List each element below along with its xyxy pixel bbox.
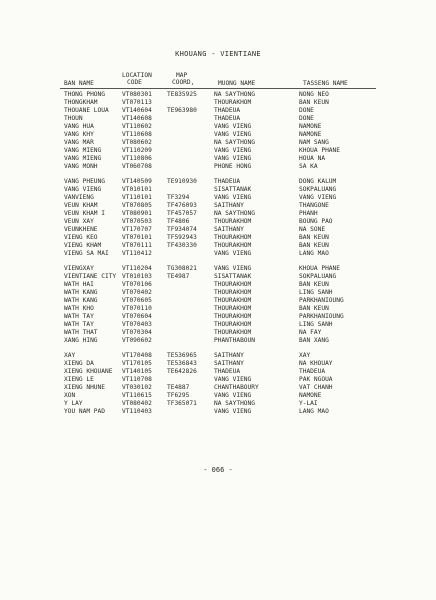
- table-row: [0, 392, 436, 400]
- muong-name-cell: THOURAKHOM: [214, 321, 252, 328]
- muong-name-cell: THADEUA: [214, 368, 241, 375]
- location-code-cell: VT110806: [122, 155, 152, 162]
- muong-name-cell: PHANTHABOUN: [214, 337, 255, 344]
- ban-name-cell: VANVIENG: [64, 194, 94, 201]
- map-coord-cell: TF365071: [167, 400, 197, 407]
- location-code-cell: VT110608: [122, 131, 152, 138]
- location-code-cell: VT070605: [122, 297, 152, 304]
- tasseng-name-cell: SA KA: [299, 163, 318, 170]
- location-code-cell: VT070106: [122, 281, 152, 288]
- map-coord-cell: TE642826: [167, 368, 197, 375]
- tasseng-name-cell: KHOUA PHANE: [299, 147, 340, 154]
- tasseng-name-cell: DONE: [299, 107, 314, 114]
- map-coord-cell: TE536965: [167, 352, 197, 359]
- map-coord-cell: TF4806: [167, 218, 190, 225]
- ban-name-cell: WATH KANG: [64, 297, 98, 304]
- table-row: [0, 352, 436, 360]
- table-row: [0, 107, 436, 115]
- location-code-cell: VT110209: [122, 147, 152, 154]
- tasseng-name-cell: NONG NEO: [299, 91, 329, 98]
- tasseng-name-cell: LING SANH: [299, 321, 333, 328]
- table-row: [0, 218, 436, 226]
- location-code-cell: VT110101: [122, 194, 152, 201]
- ban-name-cell: VIENG KHAM: [64, 242, 102, 249]
- muong-name-cell: NA SAYTHONG: [214, 139, 255, 146]
- location-code-cell: VT080301: [122, 91, 152, 98]
- muong-name-cell: NA SAYTHONG: [214, 210, 255, 217]
- muong-name-cell: THADEUA: [214, 107, 241, 114]
- table-row: [0, 408, 436, 416]
- location-code-cell: VT070604: [122, 313, 152, 320]
- tasseng-name-cell: BAN KEUN: [299, 99, 329, 106]
- table-row: [0, 273, 436, 281]
- header-map-coord-line2: COORD,: [172, 79, 195, 86]
- tasseng-name-cell: NA KHOUAY: [299, 360, 333, 367]
- map-coord-cell: TE963980: [167, 107, 197, 114]
- table-row: [0, 321, 436, 329]
- muong-name-cell: VANG VIENG: [214, 265, 252, 272]
- ban-name-cell: VANG VIENG: [64, 186, 102, 193]
- location-code-cell: VT170408: [122, 352, 152, 359]
- header-location-code-line1: LOCATION: [122, 72, 152, 79]
- ban-name-cell: THONG PHONG: [64, 91, 105, 98]
- table-row: [0, 297, 436, 305]
- tasseng-name-cell: XAY: [299, 352, 311, 359]
- table-row: [0, 202, 436, 210]
- table-row: [0, 115, 436, 123]
- map-coord-cell: TF934074: [167, 226, 197, 233]
- row-group: [0, 91, 436, 171]
- muong-name-cell: THOURAKHOM: [214, 305, 252, 312]
- header-muong-name: MUONG NAME: [218, 80, 256, 87]
- ban-name-cell: THOUANE LOUA: [64, 107, 109, 114]
- ban-name-cell: VIENTIANE CITY: [64, 273, 117, 280]
- ban-name-cell: XIENG KHOUANE: [64, 368, 113, 375]
- ban-name-cell: XAY: [64, 352, 76, 359]
- page-title: KHOUANG - VIENTIANE: [175, 50, 261, 58]
- tasseng-name-cell: BAN KEUN: [299, 242, 329, 249]
- tasseng-name-cell: VAT CHANH: [299, 384, 333, 391]
- muong-name-cell: VANG VIENG: [214, 131, 252, 138]
- tasseng-name-cell: BAN KEUN: [299, 281, 329, 288]
- location-code-cell: VT070101: [122, 234, 152, 241]
- table-row: [0, 147, 436, 155]
- ban-name-cell: VANG HUA: [64, 123, 94, 130]
- ban-name-cell: VEUN KHAM: [64, 202, 98, 209]
- ban-name-cell: XANG HING: [64, 337, 98, 344]
- location-code-cell: VT070113: [122, 99, 152, 106]
- tasseng-name-cell: LANG MAO: [299, 250, 329, 257]
- tasseng-name-cell: BAN KEUN: [299, 305, 329, 312]
- map-coord-cell: TF430330: [167, 242, 197, 249]
- table-row: [0, 210, 436, 218]
- location-code-cell: VT080602: [122, 139, 152, 146]
- tasseng-name-cell: PARKHANIOUNG: [299, 313, 344, 320]
- location-code-cell: VT110602: [122, 123, 152, 130]
- tasseng-name-cell: DONG KALUM: [299, 178, 337, 185]
- ban-name-cell: XON: [64, 392, 76, 399]
- table-row: [0, 226, 436, 234]
- ban-name-cell: YOU NAM PAD: [64, 408, 105, 415]
- tasseng-name-cell: Y-LAI: [299, 400, 318, 407]
- table-row: [0, 242, 436, 250]
- tasseng-name-cell: DONE: [299, 115, 314, 122]
- table-row: [0, 337, 436, 345]
- muong-name-cell: NA SAYTHONG: [214, 91, 255, 98]
- ban-name-cell: VANG MONH: [64, 163, 98, 170]
- table-row: [0, 329, 436, 337]
- location-code-cell: VT070805: [122, 202, 152, 209]
- ban-name-cell: VIENGXAY: [64, 265, 94, 272]
- tasseng-name-cell: PAK NGOUA: [299, 376, 333, 383]
- ban-name-cell: WATH TAY: [64, 321, 94, 328]
- location-code-cell: VT070111: [122, 242, 152, 249]
- muong-name-cell: SISATTANAK: [214, 186, 252, 193]
- ban-name-cell: WATH KHO: [64, 305, 94, 312]
- table-row: [0, 194, 436, 202]
- muong-name-cell: CHANTHABOURY: [214, 384, 259, 391]
- table-row: [0, 289, 436, 297]
- muong-name-cell: THOURAKHOM: [214, 234, 252, 241]
- table-row: [0, 131, 436, 139]
- map-coord-cell: TF457057: [167, 210, 197, 217]
- table-row: [0, 368, 436, 376]
- location-code-cell: VT010101: [122, 186, 152, 193]
- map-coord-cell: TE536843: [167, 360, 197, 367]
- tasseng-name-cell: NAMONE: [299, 131, 322, 138]
- location-code-cell: VT080402: [122, 400, 152, 407]
- tasseng-name-cell: PHANH: [299, 210, 318, 217]
- table-row: [0, 376, 436, 384]
- tasseng-name-cell: NA SONE: [299, 226, 326, 233]
- muong-name-cell: VANG VIENG: [214, 123, 252, 130]
- ban-name-cell: VIENG KEO: [64, 234, 98, 241]
- table-row: [0, 139, 436, 147]
- muong-name-cell: THOURAKHOM: [214, 297, 252, 304]
- muong-name-cell: VANG VIENG: [214, 155, 252, 162]
- muong-name-cell: VANG VIENG: [214, 250, 252, 257]
- location-code-cell: VT140608: [122, 115, 152, 122]
- location-code-cell: VT110615: [122, 392, 152, 399]
- location-code-cell: VT070403: [122, 321, 152, 328]
- location-code-cell: VT080901: [122, 210, 152, 217]
- location-code-cell: VT070110: [122, 305, 152, 312]
- header-ban-name: BAN NAME: [64, 80, 94, 87]
- ban-name-cell: WATH KANG: [64, 289, 98, 296]
- table-row: [0, 250, 436, 258]
- location-code-cell: VT070503: [122, 218, 152, 225]
- muong-name-cell: SAITHANY: [214, 360, 244, 367]
- table-row: [0, 163, 436, 171]
- table-row: [0, 234, 436, 242]
- tasseng-name-cell: KHOUA PHANE: [299, 265, 340, 272]
- table-row: [0, 91, 436, 99]
- table-row: [0, 265, 436, 273]
- ban-name-cell: WATH HAI: [64, 281, 94, 288]
- ban-name-cell: VIENG SA MAI: [64, 250, 109, 257]
- map-coord-cell: TF6295: [167, 392, 190, 399]
- muong-name-cell: SISATTANAK: [214, 273, 252, 280]
- map-coord-cell: TF3294: [167, 194, 190, 201]
- table-row: [0, 400, 436, 408]
- map-coord-cell: TE910930: [167, 178, 197, 185]
- table-row: [0, 123, 436, 131]
- location-code-cell: VT170105: [122, 360, 152, 367]
- ban-name-cell: THONGKHAM: [64, 99, 98, 106]
- ban-name-cell: XIENG LE: [64, 376, 94, 383]
- location-code-cell: VT030102: [122, 384, 152, 391]
- location-code-cell: VT140509: [122, 178, 152, 185]
- location-code-cell: VT110403: [122, 408, 152, 415]
- location-code-cell: VT070402: [122, 289, 152, 296]
- location-code-cell: VT010103: [122, 273, 152, 280]
- table-row: [0, 384, 436, 392]
- table-row: [0, 99, 436, 107]
- tasseng-name-cell: NA FAY: [299, 329, 322, 336]
- location-code-cell: VT110708: [122, 376, 152, 383]
- muong-name-cell: VANG VIENG: [214, 147, 252, 154]
- map-coord-cell: TG308021: [167, 265, 197, 272]
- muong-name-cell: THOURAKHOM: [214, 99, 252, 106]
- ban-name-cell: VANG MAR: [64, 139, 94, 146]
- header-divider: [60, 88, 376, 89]
- muong-name-cell: VANG VIENG: [214, 408, 252, 415]
- table-row: [0, 313, 436, 321]
- muong-name-cell: NA SAYTHONG: [214, 400, 255, 407]
- muong-name-cell: THOURAKHOM: [214, 281, 252, 288]
- tasseng-name-cell: NAMONE: [299, 392, 322, 399]
- muong-name-cell: THOURAKHOM: [214, 218, 252, 225]
- muong-name-cell: SAITHANY: [214, 202, 244, 209]
- muong-name-cell: THADEUA: [214, 178, 241, 185]
- table-row: [0, 155, 436, 163]
- tasseng-name-cell: VANG VIENG: [299, 194, 337, 201]
- table-row: [0, 305, 436, 313]
- table-row: [0, 360, 436, 368]
- table-row: [0, 281, 436, 289]
- tasseng-name-cell: PARKHANIOUNG: [299, 297, 344, 304]
- map-coord-cell: TF476093: [167, 202, 197, 209]
- muong-name-cell: THOURAKHOM: [214, 289, 252, 296]
- muong-name-cell: THOURAKHOM: [214, 313, 252, 320]
- ban-name-cell: XIENG NHUNE: [64, 384, 105, 391]
- muong-name-cell: PHONE HONG: [214, 163, 252, 170]
- tasseng-name-cell: THANGONE: [299, 202, 329, 209]
- location-code-cell: VT170707: [122, 226, 152, 233]
- header-tasseng-name: TASSENG NAME: [303, 80, 348, 87]
- ban-name-cell: VANG MIENG: [64, 155, 102, 162]
- ban-name-cell: VANG MIENG: [64, 147, 102, 154]
- muong-name-cell: SAITHANY: [214, 226, 244, 233]
- ban-name-cell: VANG PHEUNG: [64, 178, 105, 185]
- tasseng-name-cell: SOKPALUANG: [299, 186, 337, 193]
- tasseng-name-cell: LANG MAO: [299, 408, 329, 415]
- ban-name-cell: VEUN KHAM I: [64, 210, 105, 217]
- gazetteer-table: [0, 91, 436, 423]
- muong-name-cell: THOURAKHOM: [214, 329, 252, 336]
- tasseng-name-cell: BAN XANG: [299, 337, 329, 344]
- ban-name-cell: WATH THAT: [64, 329, 98, 336]
- tasseng-name-cell: BOUNG PAO: [299, 218, 333, 225]
- table-row: [0, 186, 436, 194]
- location-code-cell: VT090602: [122, 337, 152, 344]
- muong-name-cell: THADEUA: [214, 115, 241, 122]
- tasseng-name-cell: HOUA NA: [299, 155, 326, 162]
- tasseng-name-cell: LING SANH: [299, 289, 333, 296]
- tasseng-name-cell: SOKPALUANG: [299, 273, 337, 280]
- tasseng-name-cell: NAMONE: [299, 123, 322, 130]
- ban-name-cell: XIENG DA: [64, 360, 94, 367]
- map-coord-cell: TE4887: [167, 384, 190, 391]
- map-coord-cell: TF592943: [167, 234, 197, 241]
- location-code-cell: VT070304: [122, 329, 152, 336]
- tasseng-name-cell: NAM SANG: [299, 139, 329, 146]
- location-code-cell: VT110412: [122, 250, 152, 257]
- page-number: - 066 -: [203, 466, 233, 474]
- map-coord-cell: TE835925: [167, 91, 197, 98]
- ban-name-cell: VANG KHY: [64, 131, 94, 138]
- ban-name-cell: THOUN: [64, 115, 83, 122]
- ban-name-cell: WATH TAY: [64, 313, 94, 320]
- row-group: [0, 265, 436, 345]
- muong-name-cell: VANG VIENG: [214, 392, 252, 399]
- row-group: [0, 178, 436, 258]
- muong-name-cell: VANG VIENG: [214, 194, 252, 201]
- muong-name-cell: THOURAKHOM: [214, 242, 252, 249]
- header-location-code-line2: CODE: [127, 79, 142, 86]
- row-group: [0, 352, 436, 416]
- header-map-coord-line1: MAP: [176, 72, 188, 79]
- location-code-cell: VT140604: [122, 107, 152, 114]
- ban-name-cell: VEUN XAY: [64, 218, 94, 225]
- ban-name-cell: VEUNKHENE: [64, 226, 98, 233]
- ban-name-cell: Y LAY: [64, 400, 83, 407]
- muong-name-cell: VANG VIENG: [214, 376, 252, 383]
- tasseng-name-cell: BAN KEUN: [299, 234, 329, 241]
- tasseng-name-cell: THADEUA: [299, 368, 326, 375]
- location-code-cell: VT060708: [122, 163, 152, 170]
- location-code-cell: VT140105: [122, 368, 152, 375]
- location-code-cell: VT110204: [122, 265, 152, 272]
- table-row: [0, 178, 436, 186]
- muong-name-cell: SAITHANY: [214, 352, 244, 359]
- map-coord-cell: TE4987: [167, 273, 190, 280]
